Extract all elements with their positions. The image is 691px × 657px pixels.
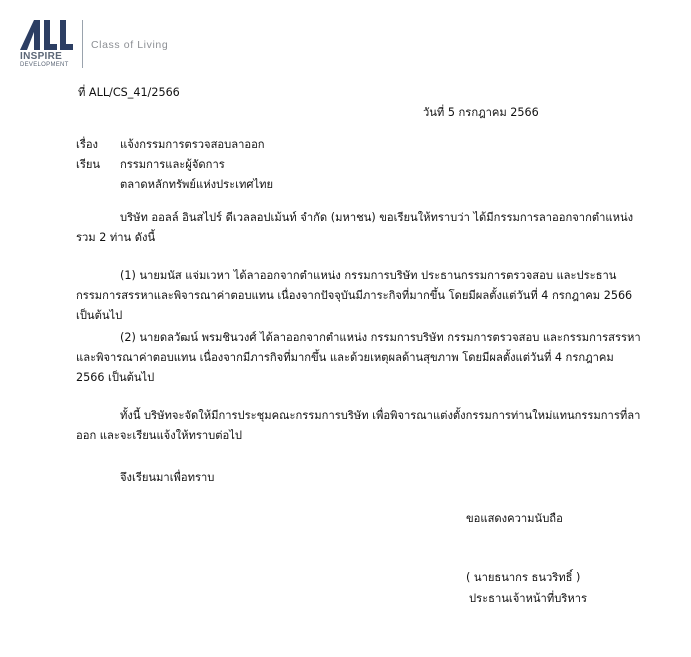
signoff: ขอแสดงความนับถือ [466, 512, 563, 525]
item-1-text: (1) นายมนัส แจ่มเวหา ได้ลาออกจากตำแหน่ง กรรมการบริษัท ประธานกรรมการตรวจสอบ และประธานกรรมการสรรหาและพิจารณาค่าตอบแทน เนื่องจากปัจจุบันมีภาระกิจที่มากขึ้น โดยมีผลตั้งแต่วันที่ 4 กรกฎาคม 2566 เป็นต้นไป [76, 269, 633, 322]
addressee-line-2: ตลาดหลักทรัพย์แห่งประเทศไทย [120, 178, 274, 191]
closing-text: ทั้งนี้ บริษัทจะจัดให้มีการประชุมคณะกรรมการบริษัท เพื่อพิจารณาแต่งตั้งกรรมการท่านใหม่แทนกรรมการที่ลาออก และจะเรียนแจ้งให้ทราบต่อไป [76, 409, 641, 442]
signer-name: ( นายธนากร ธนวริทธิ์ ) [466, 571, 581, 584]
tagline: Class of Living [91, 39, 169, 51]
item-2-text: (2) นายดลวัฒน์ พรมชินวงศ์ ได้ลาออกจากตำแหน่ง กรรมการบริษัท กรรมการตรวจสอบ และกรรมการสรรหาและพิจารณาค่าตอบแทน เนื่องจากมีภารกิจที่มากขึ้น และด้วยเหตุผลด้านสุขภาพ โดยมีผลตั้งแต่วันที่ 4 กรกฎาคม 2566 เป็นต้นไป [76, 331, 641, 384]
addressee-line-1: กรรมการและผู้จัดการ [120, 158, 225, 171]
logo-divider [82, 20, 83, 68]
reference-number: ที่ ALL/CS_41/2566 [78, 86, 180, 99]
all-logo-icon [18, 18, 78, 52]
company-logo [18, 18, 178, 70]
subject-value: แจ้งกรรมการตรวจสอบลาออก [120, 138, 265, 151]
subject-label: เรื่อง [76, 138, 99, 151]
item-1-paragraph [76, 266, 642, 326]
closing-paragraph [76, 406, 642, 446]
letter-date: วันที่ 5 กรกฎาคม 2566 [423, 106, 539, 119]
intro-text: บริษัท ออลล์ อินสไปร์ ดีเวลลอปเม้นท์ จำกัด (มหาชน) ขอเรียนให้ทราบว่า ได้มีกรรมการลาออกจากตำแหน่งรวม 2 ท่าน ดังนี้ [76, 211, 634, 244]
intro-paragraph [76, 208, 642, 248]
logo-inspire-text: INSPIRE [20, 51, 63, 62]
addressee-label: เรียน [76, 158, 101, 171]
closing-line: จึงเรียนมาเพื่อทราบ [120, 471, 215, 484]
signer-title: ประธานเจ้าหน้าที่บริหาร [469, 592, 587, 605]
item-2-paragraph [76, 328, 642, 388]
logo-development-text: DEVELOPMENT [20, 62, 69, 68]
